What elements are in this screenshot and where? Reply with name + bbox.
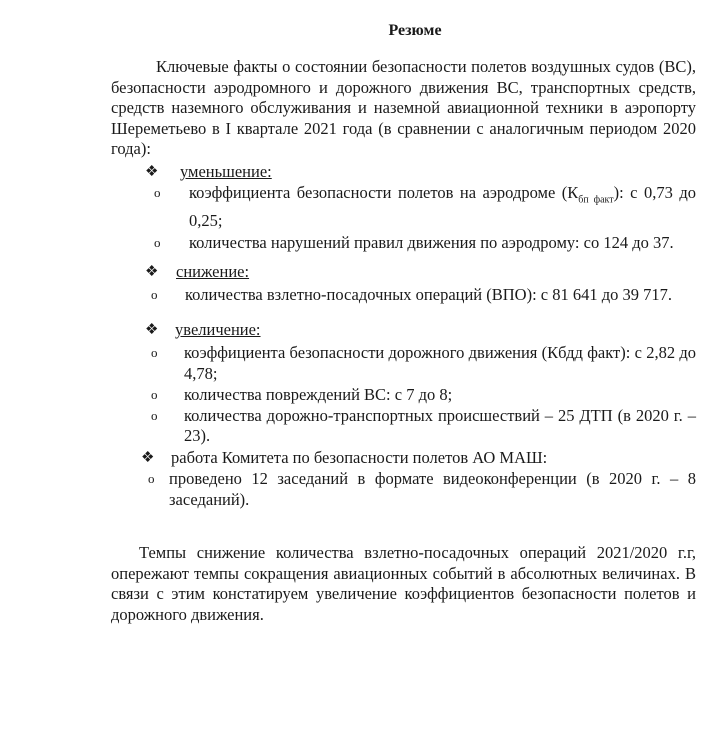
section-heading: уменьшение: (180, 162, 272, 181)
conclusion-text: Темпы снижение количества взлетно-посадочных операций 2021/2020 г.г, опережают темпы сокращения авиационных событий в абсолютных величинах. В связи с этим констатируем увеличение коэффициентов безопасности полетов и дорожного движения. (111, 543, 696, 624)
section-decrease (145, 162, 696, 254)
list-item (145, 406, 696, 447)
item-text-before: коэффициента безопасности полетов на аэродроме (К (189, 183, 579, 202)
list-item (145, 233, 696, 254)
list-item (145, 343, 696, 384)
intro-paragraph (111, 57, 696, 160)
list-item-text: проведено 12 заседаний в формате видеоконференции (в 2020 г. – 8 заседаний). (169, 469, 696, 509)
list-item-text: количества повреждений ВС: с 7 до 8; (184, 385, 453, 404)
list-item-text: коэффициента безопасности дорожного движения (Кбдд факт): с 2,82 до 4,78; (184, 343, 696, 383)
section-heading-row (145, 162, 696, 182)
list-item (145, 183, 696, 231)
section-increase (145, 320, 696, 447)
list-item-text: количества взлетно-посадочных операций (ВПО): с 81 641 до 39 717. (185, 285, 673, 304)
section-heading-row (141, 448, 696, 468)
list-item-text (189, 183, 696, 231)
circle-bullet-icon: o (154, 185, 161, 200)
list-item-text: количества нарушений правил движения по аэродрому: со 124 до 37. (189, 233, 674, 253)
list-item-text: количества дорожно-транспортных происшествий – 25 ДТП (в 2020 г. – 23). (184, 405, 696, 445)
diamond-bullet-icon: ❖ (145, 164, 159, 180)
circle-bullet-icon: o (151, 387, 158, 402)
diamond-bullet-icon: ❖ (145, 322, 159, 338)
item-subscript: бп факт (578, 194, 614, 206)
section-heading-row (145, 262, 696, 282)
list-item (141, 469, 696, 510)
section-committee (141, 448, 696, 510)
intro-text: Ключевые факты о состоянии безопасности полетов воздушных судов (ВС), безопасности аэродромного и дорожного движения ВС, транспортных средств, средств наземного обслуживания и наземной авиационной техники в аэропорту Шереметьево в I квартале 2021 года (в сравнении с аналогичным периодом 2020 года): (111, 57, 696, 158)
list-item (145, 385, 696, 406)
conclusion-paragraph (111, 543, 696, 625)
list-item (145, 285, 696, 306)
page-title: Резюме (388, 22, 442, 39)
circle-bullet-icon: o (148, 471, 155, 486)
section-heading: увеличение: (175, 320, 261, 339)
circle-bullet-icon: o (151, 345, 158, 360)
circle-bullet-icon: o (154, 235, 161, 251)
item-text-after: ): с 0,73 до 0,25; (189, 183, 696, 230)
section-heading-row (145, 320, 696, 340)
diamond-bullet-icon: ❖ (141, 450, 155, 466)
circle-bullet-icon: o (151, 407, 158, 423)
section-heading: работа Комитета по безопасности полетов АО МАШ: (171, 448, 548, 467)
section-reduction (145, 262, 696, 306)
circle-bullet-icon: o (151, 287, 158, 302)
diamond-bullet-icon: ❖ (145, 264, 159, 280)
section-heading: снижение: (176, 262, 250, 281)
